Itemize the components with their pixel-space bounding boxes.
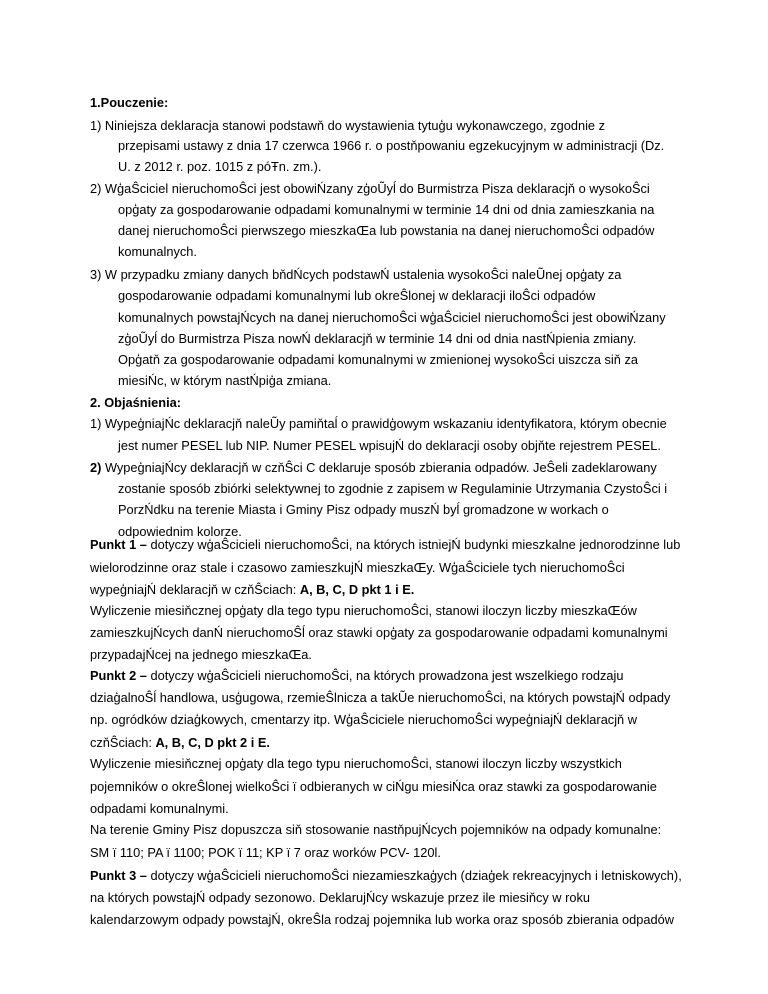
punkt1-calc-line-1: Wyliczenie miesiňcznej opģaty dla tego typu nieruchomoŜci, stanowi iloczyn liczby mieszkaŒów — [90, 603, 637, 618]
pouczenie-item-1-line-3: U. z 2012 r. poz. 1015 z póŦn. zm.). — [118, 159, 322, 174]
punkt1-sections: A, B, C, D pkt 1 i E. — [299, 582, 415, 597]
pouczenie-item-3-line-3: komunalnych powstajŃcych na danej nieruchomoŜci wģaŜciciel nieruchomoŜci jest obowiŃzany — [118, 310, 666, 325]
punkt2-calc-line-3: odpadami komunalnymi. — [90, 801, 229, 816]
punkt2-line-2: dziaģalnoŜĺ handlowa, usģugowa, rzemieŜlnicza a takŨe nieruchomoŜci, na których powstajŃ odpady — [90, 690, 671, 705]
objasnienia-item-2-line-2: zostanie sposób zbiórki selektywnej to zgodnie z zapisem w Regulaminie Utrzymania CzystoŜci i — [118, 481, 668, 496]
pouczenie-item-3-line-1: 3) W przypadku zmiany danych bňdŃcych podstawŃ ustalenia wysokoŜci naleŨnej opģaty za — [90, 267, 622, 282]
pouczenie-heading: 1.Pouczenie: — [90, 95, 169, 110]
punkt1-calc-line-2: zamieszkujŃcych danŃ nieruchomoŜĺ oraz stawki opģaty za gospodarowanie odpadami komunalnymi — [90, 625, 668, 640]
pouczenie-item-3-line-4: zģoŨyĺ do Burmistrza Pisza nowŃ deklaracjň w terminie 14 dni od dnia nastŃpienia zmiany. — [118, 331, 637, 346]
punkt2-lead: Punkt 2 – — [90, 668, 147, 683]
punkt2-calc-line-2: pojemników o okreŜlonej wielkoŜci ï odbieranych w ciŃgu miesiŃca oraz stawki za gospodarowanie — [90, 779, 657, 794]
punkt1-lead: Punkt 1 – — [90, 537, 147, 552]
punkt3-line-1-text: dotyczy wģaŜcicieli nieruchomoŜci niezamieszkaģych (dziaģek rekreacyjnych i letniskowych), — [146, 868, 682, 883]
objasnienia-item-2-text: WypeģniajŃcy deklaracjň w czňŜci C deklaruje sposób zbierania odpadów. JeŜeli zadeklarowany — [101, 460, 657, 475]
objasnienia-item-1-line-2: jest numer PESEL lub NIP. Numer PESEL wpisujŃ do deklaracji osoby objňte rejestrem PESEL. — [118, 438, 661, 453]
punkt2-calc-line-5: SM ï 110; PA ï 1100; POK ï 11; KP ï 7 oraz worków PCV- 120l. — [90, 845, 441, 860]
punkt1-line-1-text: dotyczy wģaŜcicieli nieruchomoŜci, na których istniejŃ budynki mieszkalne jednorodzinne lub — [146, 537, 681, 552]
punkt3-line-1 — [90, 868, 682, 884]
pouczenie-item-1-line-1: 1) Niniejsza deklaracja stanowi podstawň do wystawienia tytuģu wykonawczego, zgodnie z — [90, 118, 605, 133]
objasnienia-item-2-line-3: PorzŃdku na terenie Miasta i Gminy Pisz odpady muszŃ byĺ gromadzone w workach o — [118, 502, 609, 517]
punkt1-line-2: wielorodzinne oraz stale i czasowo zamieszkujŃ mieszkaŒy. WģaŜciciele tych nieruchomoŜci — [90, 560, 625, 575]
punkt2-line-1 — [90, 668, 623, 684]
pouczenie-item-3-line-2: gospodarowanie odpadami komunalnymi lub okreŜlonej w deklaracji iloŜci odpadów — [118, 288, 596, 303]
pouczenie-item-2-line-2: opģaty za gospodarowanie odpadami komunalnymi w terminie 14 dni od dnia zamieszkania na — [118, 202, 655, 217]
punkt2-line-4 — [90, 735, 270, 751]
pouczenie-item-3-line-5: Opģatň za gospodarowanie odpadami komunalnymi w zmienionej wysokoŜci uiszcza siň za — [118, 352, 638, 367]
punkt3-lead: Punkt 3 – — [90, 868, 147, 883]
punkt2-sections: A, B, C, D pkt 2 i E. — [155, 735, 270, 750]
pouczenie-item-2-line-3: danej nieruchomoŜci pierwszego mieszkaŒa lub powstania na danej nieruchomoŜci odpadów — [118, 223, 655, 238]
punkt2-calc-line-1: Wyliczenie miesiňcznej opģaty dla tego typu nieruchomoŜci, stanowi iloczyn liczby wszystkich — [90, 756, 622, 771]
objasnienia-item-2-line-4: odpowiednim kolorze. — [118, 524, 242, 539]
punkt1-calc-line-3: przypadajŃcej na jednego mieszkaŒa. — [90, 647, 312, 662]
punkt3-line-2: na których powstajŃ odpady sezonowo. DeklarujŃcy wskazuje przez ile miesiňcy w roku — [90, 890, 590, 905]
punkt2-line-4-text: czňŜciach: — [90, 735, 156, 750]
pouczenie-item-3-line-6: miesiŃc, w którym nastŃpiģa zmiana. — [118, 373, 332, 388]
punkt2-calc-line-4: Na terenie Gminy Pisz dopuszcza siň stosowanie nastňpujŃcych pojemników na odpady komunalne: — [90, 822, 662, 837]
punkt2-line-3: np. ogródków dziaģkowych, cmentarzy itp. WģaŜciciele nieruchomoŜci wypeģniajŃ deklaracjň w — [90, 712, 637, 727]
pouczenie-item-1-line-2: przepisami ustawy z dnia 17 czerwca 1966 r. o postňpowaniu egzekucyjnym w administracji (Dz. — [118, 138, 665, 153]
punkt1-line-1 — [90, 537, 680, 553]
objasnienia-item-2-line-1 — [90, 460, 657, 476]
objasnienia-item-2-number: 2) — [90, 460, 102, 475]
punkt1-line-3 — [90, 582, 414, 598]
punkt1-line-3-text: wypeģniajŃ deklaracjň w czňŜciach: — [90, 582, 300, 597]
punkt3-line-3: kalendarzowym odpady powstajŃ, okreŜla rodzaj pojemnika lub worka oraz sposób zbierania odpadów — [90, 912, 675, 927]
objasnienia-heading: 2. Objaśnienia: — [90, 395, 182, 410]
pouczenie-item-2-line-4: komunalnych. — [118, 244, 197, 259]
pouczenie-item-2-line-1: 2) WģaŜciciel nieruchomoŜci jest obowiŃzany zģoŨyĺ do Burmistrza Pisza deklaracjň o wysokoŜci — [90, 181, 650, 196]
punkt2-line-1-text: dotyczy wģaŜcicieli nieruchomoŜci, na których prowadzona jest wszelkiego rodzaju — [146, 668, 624, 683]
objasnienia-item-1-line-1: 1) WypeģniajŃc deklaracjň naleŨy pamiňtaĺ o prawidģowym wskazaniu identyfikatora, którym obecnie — [90, 416, 667, 431]
